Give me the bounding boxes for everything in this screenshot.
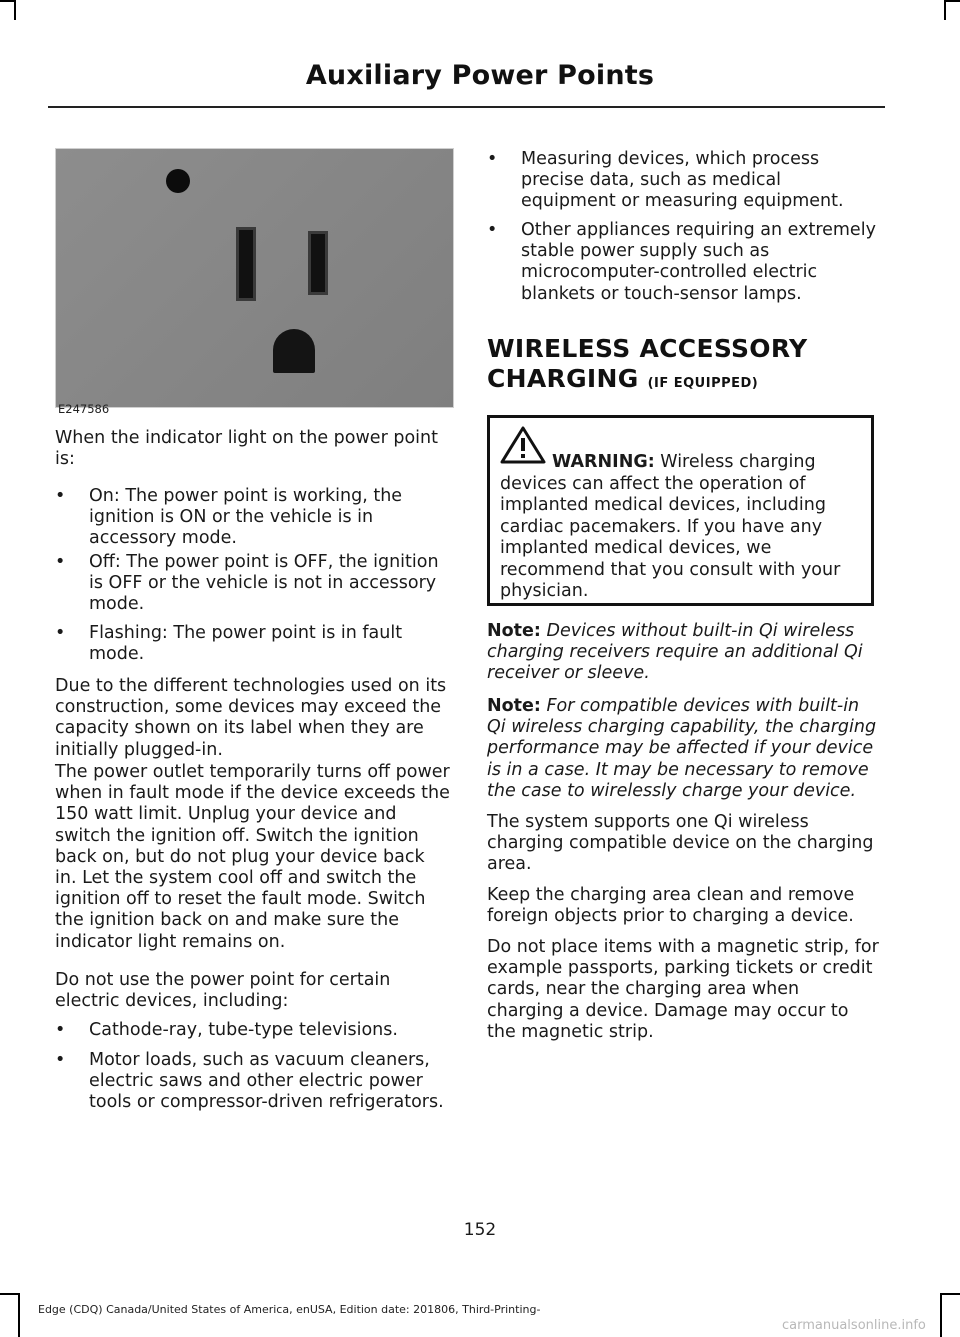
crop-mark xyxy=(14,0,16,20)
warning-box xyxy=(487,415,874,606)
paragraph: Due to the different technologies used on its construction, some devices may exceed the capacity shown on its label when they are initially plugged-in. xyxy=(55,676,447,760)
warning-body: Wireless charging devices can affect the operation of implanted medical devices, including cardiac pacemakers. If you have any implanted medical devices, we recommend that you consult with your physician. xyxy=(500,452,841,601)
list-item-text: Off: The power point is OFF, the ignition is OFF or the vehicle is not in accessory mode. xyxy=(89,552,439,615)
list-item xyxy=(487,149,879,213)
list-item xyxy=(55,552,451,616)
list-item xyxy=(55,1020,451,1042)
note-label: Note: xyxy=(487,696,541,716)
paragraph: The power outlet temporarily turns off power when in fault mode if the device exceeds the 150 watt limit. Unplug your device and switch the ignition off. Switch the ignition back on, but do not plug your device back in. Let the system cool off and switch the ignition off to reset the fault mode. Switch the ignition back on and make sure the indicator light remains on. xyxy=(55,762,450,952)
crop-mark xyxy=(944,0,946,20)
page-number: 152 xyxy=(463,1220,497,1240)
list-item-text: Motor loads, such as vacuum cleaners, electric saws and other electric power tools or compressor-driven refrigerators. xyxy=(89,1050,444,1113)
note-text: For compatible devices with built-in Qi wireless charging capability, the charging performance may be affected if your device is in a case. It may be necessary to remove the case to wirelessly charge your device. xyxy=(487,696,877,801)
bullet-dot: • xyxy=(55,552,66,572)
figure-id: E247586 xyxy=(58,402,110,416)
crop-mark xyxy=(940,1293,942,1337)
list-item xyxy=(55,486,451,550)
power-outlet-figure xyxy=(55,148,454,408)
header-rule xyxy=(48,106,885,108)
crop-mark xyxy=(942,1293,960,1295)
bullet-dot: • xyxy=(55,1050,66,1070)
note xyxy=(487,696,879,802)
warning-text xyxy=(500,452,866,603)
list-item xyxy=(487,220,879,306)
bullet-dot: • xyxy=(55,1020,66,1040)
note-text: Devices without built-in Qi wireless charging receivers require an additional Qi receiver or sleeve. xyxy=(487,621,863,684)
crop-mark xyxy=(0,1293,18,1295)
outlet-slot-left xyxy=(236,227,256,301)
list-item xyxy=(55,1050,451,1136)
list-item-text: Other appliances requiring an extremely stable power supply such as microcomputer-controlled electric blankets or touch-sensor lamps. xyxy=(521,220,876,304)
crop-mark xyxy=(0,0,14,2)
section-title-suffix: (IF EQUIPPED) xyxy=(647,376,759,391)
indicator-intro: When the indicator light on the power point is: xyxy=(55,428,438,470)
bullet-dot: • xyxy=(487,220,498,240)
bullet-dot: • xyxy=(55,486,66,506)
list-item-text: Cathode-ray, tube-type televisions. xyxy=(89,1020,398,1040)
paragraph: Keep the charging area clean and remove foreign objects prior to charging a device. xyxy=(487,885,855,927)
crop-mark xyxy=(18,1293,20,1337)
warning-label: WARNING: xyxy=(552,452,655,472)
outlet-slot-right xyxy=(308,231,328,295)
paragraph: Do not place items with a magnetic strip, for example passports, parking tickets or credit cards, near the charging area when charging a device. Damage may occur to the magnetic strip. xyxy=(487,937,879,1042)
crop-mark xyxy=(944,0,960,2)
list-item xyxy=(55,623,451,667)
list-item-text: Flashing: The power point is in fault mode. xyxy=(89,623,403,665)
indicator-light xyxy=(166,169,190,193)
section-title: WIRELESS ACCESSORY xyxy=(487,334,808,363)
outlet-ground-hole xyxy=(273,329,315,373)
list-item-text: Measuring devices, which process precise data, such as medical equipment or measuring equipment. xyxy=(521,149,844,212)
watermark: carmanualsonline.info xyxy=(782,1318,926,1333)
bullet-dot: • xyxy=(55,623,66,643)
footer-edition: Edge (CDQ) Canada/United States of America, enUSA, Edition date: 201806, Third-Printing- xyxy=(38,1303,541,1316)
note-label: Note: xyxy=(487,621,541,641)
note xyxy=(487,621,879,685)
list-item-text: On: The power point is working, the ignition is ON or the vehicle is in accessory mode. xyxy=(89,486,403,549)
bullet-dot: • xyxy=(487,149,498,169)
section-title-text: CHARGING xyxy=(487,364,639,393)
page-title: Auxiliary Power Points xyxy=(305,60,655,91)
paragraph: Do not use the power point for certain electric devices, including: xyxy=(55,970,391,1012)
paragraph: The system supports one Qi wireless charging compatible device on the charging area. xyxy=(487,812,874,875)
section-title xyxy=(487,364,758,393)
